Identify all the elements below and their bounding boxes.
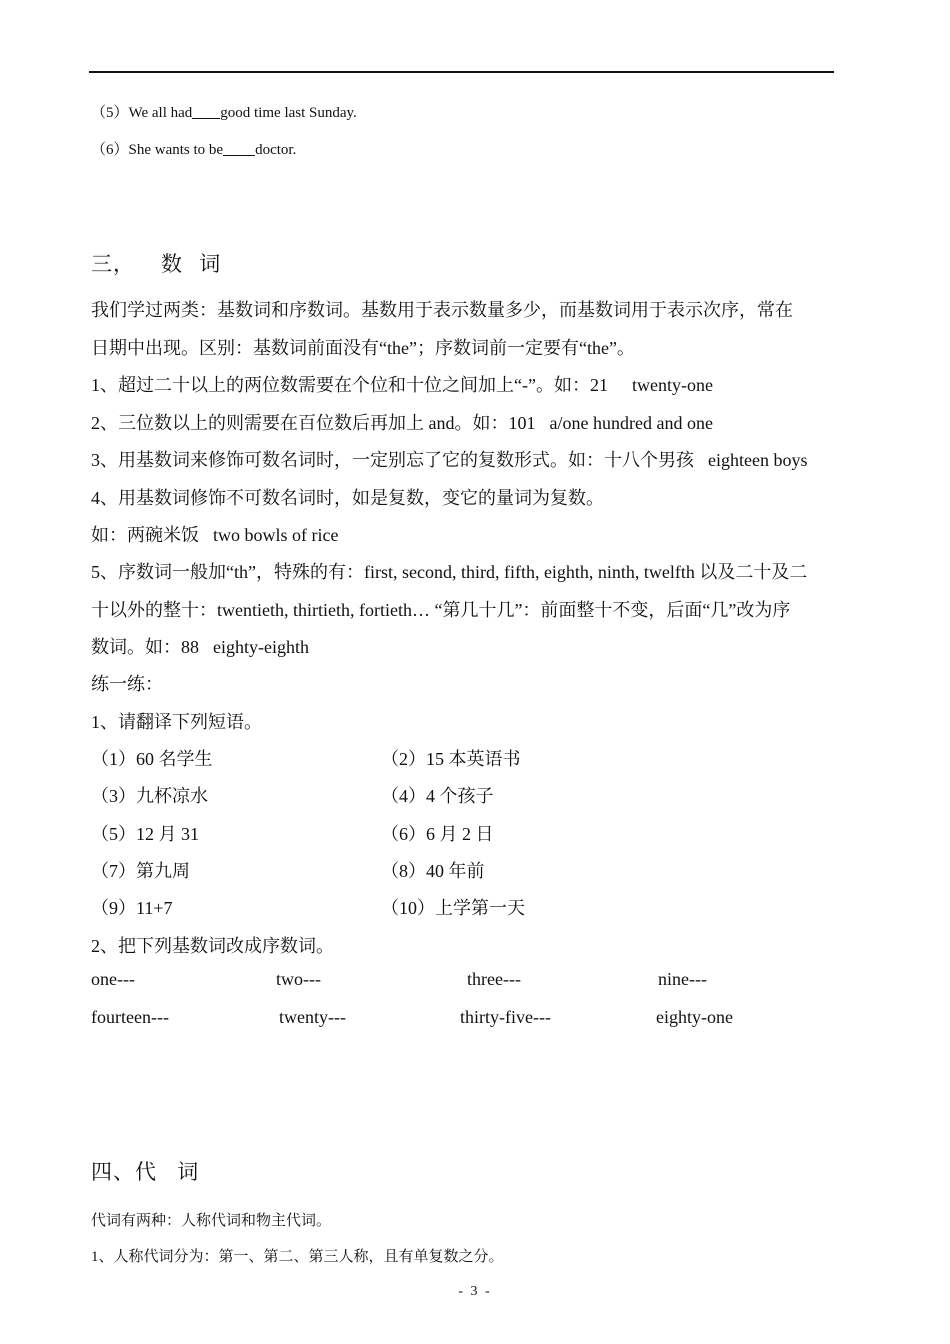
exercise-item-5 (91, 101, 357, 122)
pronoun-rule-1: 1、人称代词分为：第一、第二、第三人称，且有单复数之分。 (91, 1249, 504, 1265)
phrase-item: （4）4 个孩子 (381, 786, 494, 806)
exercise-text-after: good time last Sunday. (220, 105, 357, 121)
section-number: 四、 (91, 1160, 135, 1184)
rule-example: a/one hundred and one (549, 413, 713, 433)
phrase-item: （5）12 月 31 (91, 824, 199, 844)
phrase-item: （7）第九周 (91, 861, 190, 881)
page-number: - 3 - (458, 1284, 492, 1299)
ordinal-item: three--- (467, 969, 521, 989)
rule-5-line-1: 5、序数词一般加“th”，特殊的有：first, second, third, fifth, eighth, ninth, twelfth 以及二十及二 (91, 562, 808, 582)
phrase-item: （2）15 本英语书 (381, 749, 521, 769)
section-title: 数 词 (161, 252, 227, 276)
answer-blank[interactable] (192, 104, 220, 119)
ordinal-item: nine--- (658, 969, 707, 989)
rule-5-line-2: 十以外的整十：twentieth, thirtieth, fortieth… “第几十几”：前面整十不变，后面“几”改为序 (91, 600, 791, 620)
pronoun-intro: 代词有两种：人称代词和物主代词。 (91, 1213, 332, 1229)
exercise-number: （6） (91, 142, 129, 158)
task-1-label: 1、请翻译下列短语。 (91, 712, 262, 732)
ordinal-item: fourteen--- (91, 1007, 169, 1027)
task-2-label: 2、把下列基数词改成序数词。 (91, 936, 334, 956)
exercise-text-after: doctor. (255, 142, 297, 158)
section-number: 三， (91, 252, 135, 276)
phrase-item: （1）60 名学生 (91, 749, 213, 769)
rule-4-example (91, 521, 338, 547)
phrase-item: （6）6 月 2 日 (381, 824, 494, 844)
rule-text: 1、超过二十以上的两位数需要在个位和十位之间加上“-”。如：21 (91, 375, 608, 395)
ordinal-item: one--- (91, 969, 135, 989)
phrase-item: （9）11+7 (91, 898, 173, 918)
ordinal-item: thirty-five--- (460, 1007, 551, 1027)
intro-paragraph-line-2: 日期中出现。区别：基数词前面没有“the”；序数词前一定要有“the”。 (91, 338, 635, 358)
ordinal-item: eighty-one (656, 1007, 733, 1027)
intro-paragraph-line-1: 我们学过两类：基数词和序数词。基数用于表示数量多少，而基数词用于表示次序，常在 (91, 300, 793, 320)
phrase-item: （8）40 年前 (381, 861, 485, 881)
header-rule (89, 71, 834, 73)
section-title: 代 词 (135, 1160, 207, 1184)
rule-3 (91, 446, 807, 472)
example-label: 如：两碗米饭 (91, 525, 199, 545)
rule-example: eighteen boys (708, 450, 808, 470)
practice-label: 练一练： (91, 674, 163, 694)
rule-text: 数词。如：88 (91, 637, 199, 657)
rule-example: twenty-one (631, 375, 713, 395)
rule-5-line-3 (91, 633, 309, 659)
phrase-item: （10）上学第一天 (381, 898, 525, 918)
exercise-text-before: She wants to be (128, 142, 224, 158)
exercise-item-6 (91, 138, 296, 159)
answer-blank[interactable] (223, 141, 255, 156)
section-heading-pronouns (91, 1156, 206, 1186)
exercise-text-before: We all had (128, 105, 193, 121)
ordinal-item: two--- (276, 969, 321, 989)
phrase-item: （3）九杯凉水 (91, 786, 208, 806)
rule-example: two bowls of rice (213, 525, 339, 545)
rule-example: eighty-eighth (213, 637, 309, 657)
section-heading-numerals (91, 248, 226, 278)
ordinal-item: twenty--- (279, 1007, 346, 1027)
exercise-number: （5） (91, 105, 129, 121)
rule-1 (91, 371, 713, 397)
rule-text: 3、用基数词来修饰可数名词时，一定别忘了它的复数形式。如：十八个男孩 (91, 450, 694, 470)
rule-text: 2、三位数以上的则需要在百位数后再加上 and。如：101 (91, 413, 536, 433)
rule-2 (91, 409, 713, 435)
rule-4: 4、用基数词修饰不可数名词时，如是复数，变它的量词为复数。 (91, 488, 604, 508)
